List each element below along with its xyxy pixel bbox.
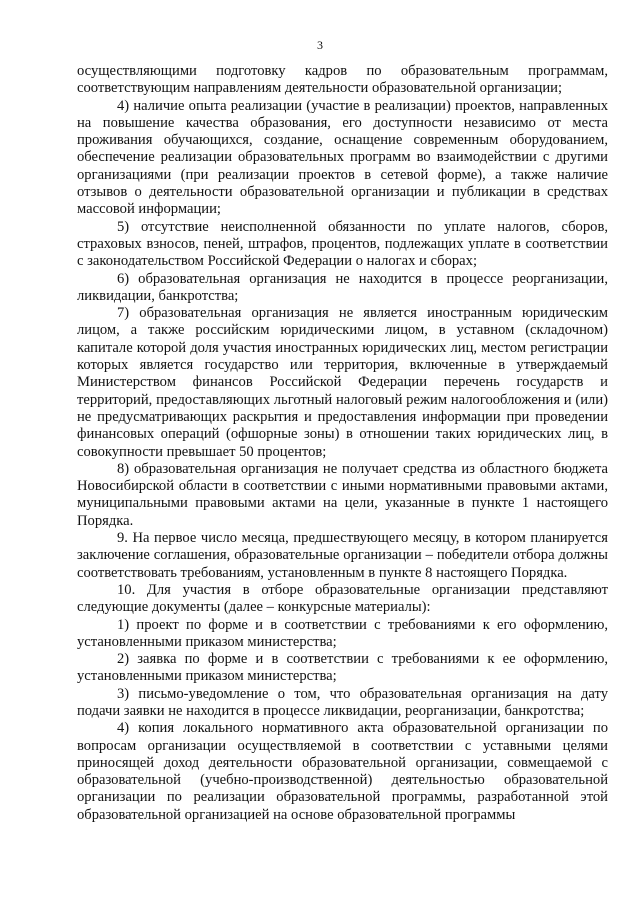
page-number: 3 (317, 38, 323, 52)
document-body (77, 63, 608, 824)
paragraph-item-8-no-other-funding: 8) образовательная организация не получает средства из областного бюджета Новосибирской области в соответствии с иными нормативными правовыми актами, муниципальными правовыми актами на цели, указанные в пункте 1 настоящего Порядка. (77, 460, 608, 529)
paragraph-item-4-project-experience: 4) наличие опыта реализации (участие в реализации) проектов, направленных на повышение качества образования, его доступности независимо от места проживания обучающихся, создание, оснащение современным оборудованием, обеспечение реализации образовательных программ во взаимодействии с другими организациями (при реализации проектов в сетевой форме), а также наличие отзывов о деятельности образовательной организации и публикации в средствах массовой информации; (77, 97, 608, 218)
paragraph-section-9-requirements-date: 9. На первое число месяца, предшествующего месяцу, в котором планируется заключение соглашения, образовательные организации – победители отбора должны соответствовать требованиям, установленным в пункте 8 настоящего Порядка. (77, 530, 608, 581)
paragraph-doc-3-notification-letter: 3) письмо-уведомление о том, что образовательная организация на дату подачи заявки не находится в процессе ликвидации, реорганизации, банкротства; (77, 685, 608, 719)
paragraph-item-7-not-foreign-entity: 7) образовательная организация не является иностранным юридическим лицом, а также российским юридическими лицом, в уставном (складочном) капитале которой доля участия иностранных юридических лиц, местом регистрации которых является государство или территория, включенные в утверждаемый Министерством финансов Российской Федерации перечень государств и территорий, предоставляющих льготный налоговый режим налогообложения и (или) не предусматривающих раскрытия и предоставления информации при проведении финансовых операций (офшорные зоны) в отношении таких юридических лиц, в совокупности превышает 50 процентов; (77, 305, 608, 460)
paragraph-doc-1-project: 1) проект по форме и в соответствии с требованиями к его оформлению, установленными приказом министерства; (77, 616, 608, 650)
paragraph-item-6-no-reorganization: 6) образовательная организация не находится в процессе реорганизации, ликвидации, банкротства; (77, 270, 608, 304)
paragraph-doc-2-application: 2) заявка по форме и в соответствии с требованиями к ее оформлению, установленными приказом министерства; (77, 651, 608, 685)
paragraph-section-10-documents: 10. Для участия в отборе образовательные организации представляют следующие документы (далее – конкурсные материалы): (77, 581, 608, 616)
paragraph-doc-4-local-act-copy: 4) копия локального нормативного акта образовательной организации по вопросам организации осуществляемой в соответствии с уставными целями приносящей доход деятельности образовательной организации, совмещаемой с образовательной (учебно-производственной) деятельностью образовательной организации по реализации образовательной программы, разработанной этой образовательной организацией на основе образовательной программы (77, 720, 608, 823)
paragraph-item-5-no-tax-debt: 5) отсутствие неисполненной обязанности по уплате налогов, сборов, страховых взносов, пеней, штрафов, процентов, подлежащих уплате в соответствии с законодательством Российской Федерации о налогах и сборах; (77, 218, 608, 270)
paragraph-continuation: осуществляющими подготовку кадров по образовательным программам, соответствующим направлениям деятельности образовательной организации; (77, 63, 608, 97)
